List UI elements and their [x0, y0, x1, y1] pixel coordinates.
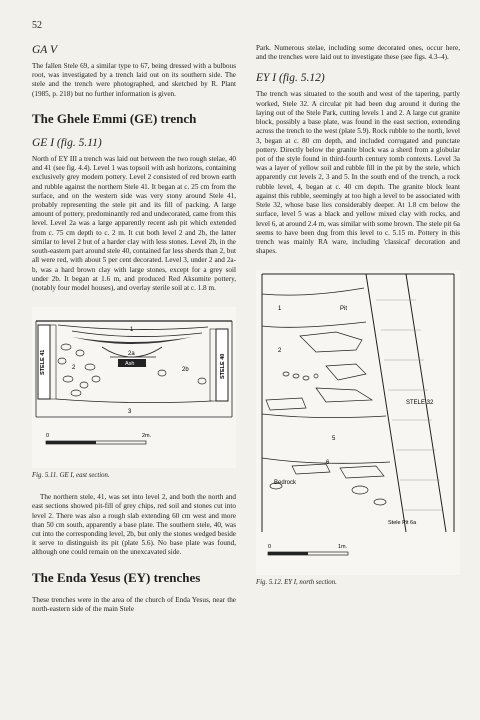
left-column: [32, 44, 236, 620]
fig512-level2: 2: [278, 348, 282, 355]
fig511-scale-zero: 0: [46, 433, 50, 440]
page-number: 52: [32, 20, 42, 31]
ge1-paragraph: North of EY III a trench was laid out between the two rough stelae, 40 and 41 (see fig. 4.4). Level 1 was topsoil with ash horizons, containing exclusively grey modern pottery. Level 2 consisted of red brown earth and rubble against the northern Stele 41. It began at c. 25 cm from the surface, and on the western side was very stony around Stele 41, probably representing the stele pit and its fill of packing. A large amount of pottery, predominantly red and undecorated, came from this level. Level 2a was a large apparently recent ash pit which extended from c. 75 cm depth to c. 2 m. It cut both level 2 and 2b, the latter similar to level 2 but of a harder clay with less stones. Level 2b, in the south-eastern part around stele 40, contained far less sherds than 2, but all were red, with about 5 per cent decorated. Level 3, under 2 and 2a-b, was a hard brown clay with large stones, except for a grey soil under 2b. It began at 1.6 m, and produced Red Aksumite pottery, (notably four model houses), and overlay sterile soil at c. 1.8 m.: [32, 154, 236, 292]
section-drawing-ge1: [32, 307, 236, 463]
ey-paragraph: These trenches were in the area of the church of Enda Yesus, near the north-eastern side of the main Stele: [32, 595, 236, 613]
fig512-pit: Pit: [340, 306, 348, 313]
figure-5-11: [32, 307, 236, 468]
figure-5-12: [256, 270, 460, 575]
fig511-level2: 2: [72, 365, 76, 372]
fig511-scale-end: 2m.: [142, 433, 152, 440]
fig512-level1: 1: [278, 306, 282, 313]
fig512-scale-zero: 0: [268, 544, 272, 551]
continued-paragraph: Park. Numerous stelae, including some decorated ones, occur here, and the trenches were laid out to investigate these (see figs. 4.3–4).: [256, 44, 460, 62]
fig511-level2b: 2b: [182, 367, 189, 374]
fig511-caption: Fig. 5.11. GE I, east section.: [32, 472, 110, 480]
right-column: [256, 44, 460, 600]
fig512-level5: 5: [332, 436, 336, 443]
stele40-label: STELE 40: [220, 353, 226, 380]
fig512-stele-pit: Stele Pit 6a: [388, 520, 417, 527]
fig512-level6: 6: [326, 460, 330, 467]
fig512-stele32: STELE 32: [406, 400, 434, 407]
fig511-ash: Ash: [125, 361, 135, 368]
ey1-paragraph: The trench was situated to the south and west of the tapering, partly worked, Stele 32. A circular pit had been dug around it during the laying out of the Stele Park, cutting levels 1 and 2. A large cut granite block, possibly a base plate, was found in the east section, extending across the trench to the west (plate 5.9). Rock rubble to the north, level 3, began at c. 80 cm depth, and included corrugated and punctate pottery. Directly below the granite block was a sherd from a globular pot of the style found in third-fourth century tomb contexts. Level 3a was a layer of yellow soil and rubble fill in the pit by the stele, which apparently cut levels 2, 3 and 5. In the south end of the trench, a rock rubble level, 4, began at c. 40 cm depth. The granite block leant against this rubble, seemingly at too high a level to be associated with Stele 32, whose base lies considerably deeper. At 1.8 cm below the surface, level 5 was a black and yellow mixed clay with rocks, and level 6, at around 2.4 m, was similar with some brown. The stele pit 6a seems to have been dug from this level to c. 5.15 m. Pottery in this trench was mainly RA ware, including 'classical' decoration and shapes.: [256, 90, 460, 256]
fig512-scale-end: 1m.: [338, 544, 348, 551]
section-drawing-ey1: [256, 270, 460, 570]
fig511-level2a: 2a: [128, 351, 135, 358]
ge-trench-heading: The Ghele Emmi (GE) trench: [32, 110, 197, 126]
ge-paragraph2: The northern stele, 41, was set into level 2, and both the north and east sections showed pit-fill of grey chips, red soil and stones cut into level 2. There was also a rough slab extending 60 cm west and more than 50 cm south, apparently a base plate. The southern stele, 40, was cut into the corresponding level, 2b, but only the stones wedged beside it serve to distinguish its pit (plate 5.6). No base plate was found, although one could remain on the unexcavated side.: [32, 493, 236, 557]
ey1-heading: EY I (fig. 5.12): [256, 72, 325, 85]
gav-paragraph: The fallen Stele 69, a similar type to 67, being dressed with a bulbous root, was investigated by a trench laid out on its southern side. The stele and the trench were photographed, and sketched by R. Plant (1985, p. 218) but no further information is given.: [32, 62, 236, 98]
ge1-heading: GE I (fig. 5.11): [32, 136, 102, 149]
fig512-caption: Fig. 5.12. EY I, north section.: [256, 579, 337, 587]
ey-trenches-heading: The Enda Yesus (EY) trenches: [32, 569, 201, 585]
gav-heading: GA V: [32, 44, 58, 56]
fig511-level1: 1: [130, 327, 134, 334]
fig512-bedrock: Bedrock: [274, 480, 297, 487]
stele41-label: STELE 41: [40, 349, 46, 376]
fig511-level3: 3: [128, 409, 132, 416]
